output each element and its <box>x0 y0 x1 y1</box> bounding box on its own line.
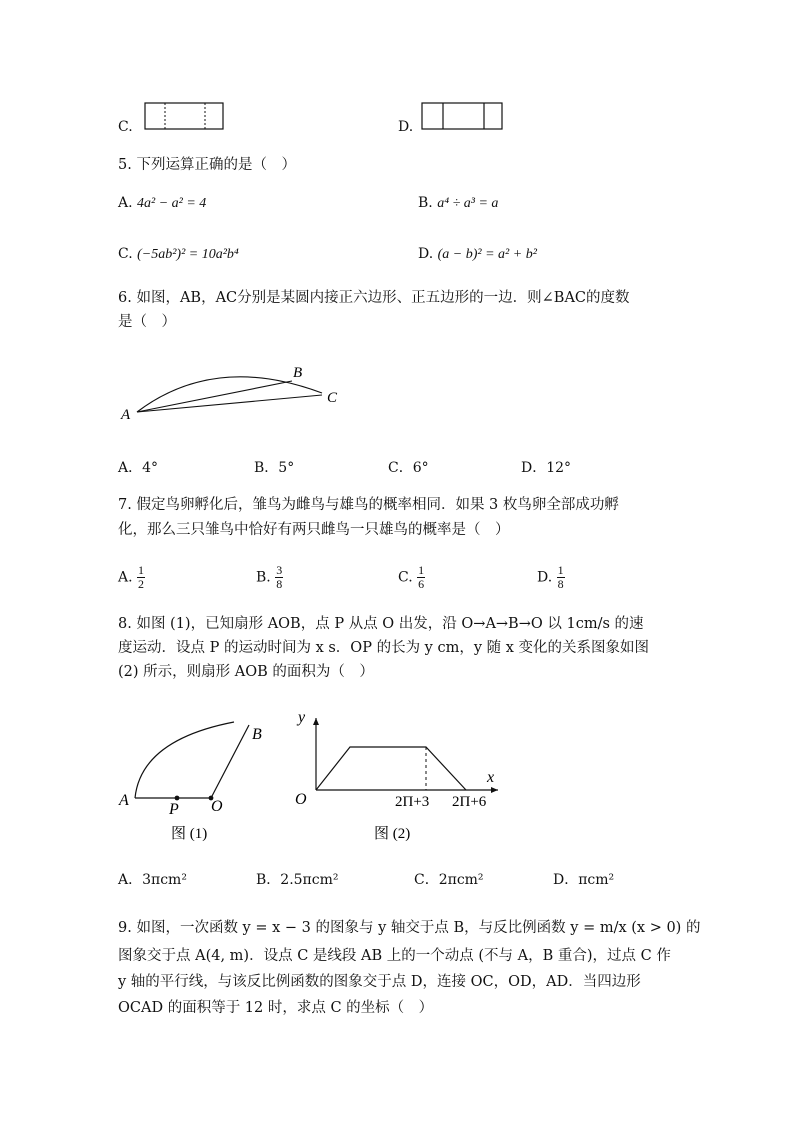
q7-option-a-fraction <box>137 564 145 591</box>
q5-option-b-label: B. <box>418 195 433 211</box>
q7-option-d-label: D. <box>537 569 553 586</box>
q8-fig2-tick-1: 2Π+3 <box>395 794 430 810</box>
q7-b-numerator: 3 <box>276 563 283 577</box>
q9-stem-line2: 图象交于点 A(4, m)．设点 C 是线段 AB 上的一个动点 (不与 A，B 重合)，过点 C 作 <box>118 948 671 964</box>
q7-option-b <box>256 564 283 591</box>
q8-option-c: C．2πcm² <box>414 872 484 888</box>
q7-option-b-label: B. <box>256 569 271 586</box>
q5-option-d-expr: (a − b)² = a² + b² <box>437 247 537 262</box>
q5-option-b-expr: a⁴ ÷ a³ = a <box>437 196 499 211</box>
q8-option-b: B．2.5πcm² <box>256 872 339 888</box>
q5-option-a-expr: 4a² − a² = 4 <box>137 196 207 211</box>
q6-chord-ac <box>137 395 322 412</box>
q8-fig1-radius-ob <box>211 725 249 798</box>
q4-option-c-label: C. <box>118 119 133 135</box>
q6-label-c: C <box>327 390 338 406</box>
q7-a-numerator: 1 <box>138 563 145 577</box>
q7-stem-line2: 化，那么三只雏鸟中恰好有两只雌鸟一只雄鸟的概率是（ ） <box>118 522 510 538</box>
q7-option-b-fraction <box>275 564 283 591</box>
q7-option-a <box>118 564 145 591</box>
q6-stem-line2: 是（ ） <box>118 314 176 330</box>
q8-figure-2 <box>288 700 503 850</box>
q8-fig1-label-o: O <box>211 798 223 815</box>
q6-option-d: D．12° <box>521 460 572 476</box>
q8-fig1-label-a: A <box>119 792 129 809</box>
q7-option-a-label: A. <box>118 569 133 586</box>
q5-option-c-expr: (−5ab²)² = 10a²b⁴ <box>137 247 239 262</box>
q8-fig1-caption: 图 (1) <box>171 826 208 842</box>
q5-option-d <box>418 244 537 265</box>
q7-option-c-label: C. <box>398 569 413 586</box>
q4-d-rect <box>422 103 502 129</box>
q8-stem-line1: 8. 如图 (1)，已知扇形 AOB，点 P 从点 O 出发，沿 O→A→B→O 以 1cm/s 的速 <box>118 616 644 632</box>
q8-fig1-point-p <box>175 796 180 801</box>
q5-option-d-label: D. <box>418 246 434 262</box>
q8-fig2-label-y: y <box>298 709 306 726</box>
q7-c-denominator: 6 <box>418 577 425 591</box>
q6-figure <box>115 355 355 430</box>
q7-c-numerator: 1 <box>418 563 425 577</box>
q6-stem-line1: 6. 如图，AB，AC分别是某圆内接正六边形、正五边形的一边．则∠BAC的度数 <box>118 290 630 306</box>
q5-option-c-label: C. <box>118 246 133 262</box>
q8-fig2-x-arrow-icon <box>491 787 498 793</box>
q5-option-b <box>418 193 498 214</box>
q8-fig2-caption: 图 (2) <box>374 826 411 842</box>
q5-option-c <box>118 244 239 265</box>
q8-stem-line3: (2) 所示，则扇形 AOB 的面积为（ ） <box>118 664 374 680</box>
q7-option-c-fraction <box>417 564 425 591</box>
q7-d-numerator: 1 <box>557 563 564 577</box>
q7-stem-line1: 7. 假定鸟卵孵化后，雏鸟为雌鸟与雄鸟的概率相同．如果 3 枚鸟卵全部成功孵 <box>118 497 619 513</box>
q4-option-d-label: D. <box>398 119 414 135</box>
q7-option-c <box>398 564 425 591</box>
q8-fig2-label-o: O <box>295 791 307 808</box>
q4-c-rect <box>145 103 223 129</box>
q7-d-denominator: 8 <box>557 577 564 591</box>
q7-option-d <box>537 564 565 591</box>
q5-option-a <box>118 193 206 214</box>
q8-fig2-y-arrow-icon <box>313 718 319 725</box>
q8-fig1-arc <box>135 722 234 798</box>
q8-fig2-tick-2: 2Π+6 <box>452 794 487 810</box>
q6-option-b: B．5° <box>254 460 295 476</box>
q6-label-a: A <box>121 407 131 423</box>
q8-figure-1 <box>115 710 280 850</box>
q7-b-denominator: 8 <box>276 577 283 591</box>
q6-option-c: C．6° <box>388 460 429 476</box>
q4-option-d-figure <box>421 102 505 132</box>
q5-stem: 5. 下列运算正确的是（ ） <box>118 157 296 173</box>
q8-fig1-label-b: B <box>252 726 262 743</box>
q7-option-d-fraction <box>557 564 565 591</box>
q6-label-b: B <box>293 365 303 381</box>
q8-option-a: A．3πcm² <box>118 872 187 888</box>
q9-stem-line4: OCAD 的面积等于 12 时，求点 C 的坐标（ ） <box>118 1000 434 1016</box>
q7-a-denominator: 2 <box>138 577 145 591</box>
q9-stem-line3: y 轴的平行线，与该反比例函数的图象交于点 D，连接 OC，OD，AD．当四边形 <box>118 974 641 990</box>
q5-option-a-label: A. <box>118 195 133 211</box>
q8-option-d: D．πcm² <box>553 872 615 888</box>
q9-stem-line1: 9. 如图，一次函数 y = x − 3 的图象与 y 轴交于点 B，与反比例函数 y = m/x (x > 0) 的 <box>118 920 701 936</box>
q8-fig2-label-x: x <box>487 769 495 786</box>
q8-fig1-label-p: P <box>169 801 179 818</box>
q8-stem-line2: 度运动．设点 P 的运动时间为 x s．OP 的长为 y cm，y 随 x 变化的关系图象如图 <box>118 640 650 656</box>
q4-option-c-figure <box>144 102 226 132</box>
q8-fig2-graph-line <box>316 747 466 790</box>
q6-option-a: A．4° <box>118 460 159 476</box>
